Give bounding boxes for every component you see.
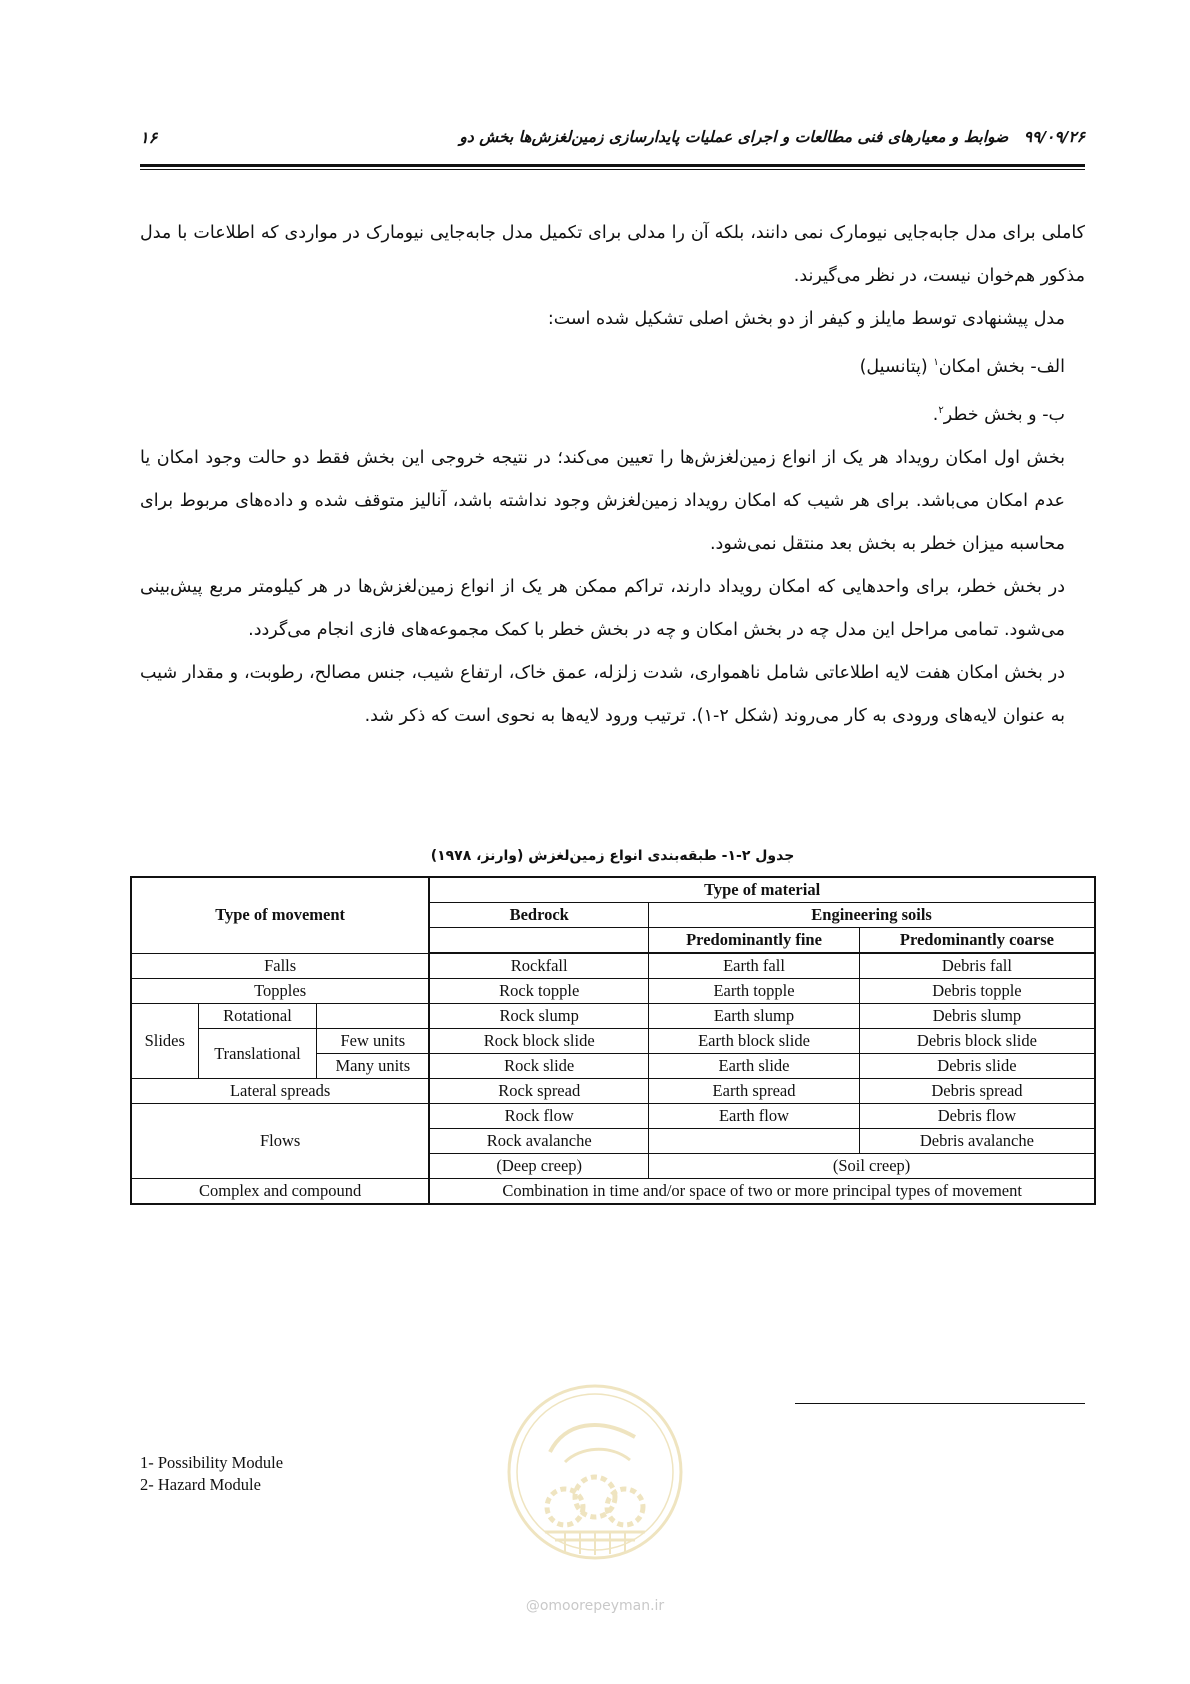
table-row — [131, 1179, 1095, 1205]
cell-fine: Earth flow — [649, 1104, 860, 1129]
paragraph-4 — [140, 389, 1085, 437]
cell-coarse: Debris slump — [859, 1004, 1095, 1029]
table-row — [131, 1004, 1095, 1029]
cell-rotational: Rotational — [198, 1004, 317, 1029]
cell-movement: Lateral spreads — [131, 1079, 429, 1104]
cell-translational: Translational — [198, 1029, 317, 1079]
footnote-2: 2- Hazard Module — [140, 1475, 261, 1494]
item-b-tail: . — [932, 404, 939, 425]
table-row — [131, 953, 1095, 979]
cell-soil-creep: (Soil creep) — [649, 1154, 1095, 1179]
cell-coarse: Debris spread — [859, 1079, 1095, 1104]
header-rule — [140, 164, 1085, 167]
cell-bedrock: Rock topple — [429, 979, 648, 1004]
cell-bedrock: Rock slump — [429, 1004, 648, 1029]
page-number: ۱۶ — [140, 128, 158, 147]
cell-bedrock: Rock block slide — [429, 1029, 648, 1054]
header-predominantly-coarse: Predominantly coarse — [859, 928, 1095, 954]
header-rule-thin — [140, 169, 1085, 170]
watermark-logo-icon — [505, 1382, 685, 1562]
header-type-of-material: Type of material — [429, 877, 1095, 903]
cell-many-units: Many units — [317, 1054, 429, 1079]
paragraph-3 — [140, 341, 1085, 389]
item-b-text: ب- و بخش خطر — [943, 404, 1065, 425]
watermark-url-text: omoorepeyman.ir — [539, 1598, 665, 1614]
table-caption: جدول ۲-۱- طبقه‌بندی انواع زمین‌لغزش (وارنز، ۱۹۷۸) — [430, 848, 795, 864]
footnote-rule — [795, 1403, 1085, 1404]
footnote-1: 1- Possibility Module — [140, 1453, 284, 1472]
watermark-url: @omoorepeyman.ir — [525, 1598, 665, 1614]
cell-movement: Complex and compound — [131, 1179, 429, 1205]
table-row — [131, 1079, 1095, 1104]
cell-bedrock: Rock slide — [429, 1054, 648, 1079]
cell-few-units: Few units — [317, 1029, 429, 1054]
footnote-ref-2: ۲ — [938, 404, 944, 416]
table-row — [131, 1029, 1095, 1054]
cell-fine: Earth spread — [649, 1079, 860, 1104]
cell-coarse: Debris slide — [859, 1054, 1095, 1079]
cell-fine: Earth slump — [649, 1004, 860, 1029]
cell-coarse: Debris fall — [859, 953, 1095, 979]
cell-coarse: Debris topple — [859, 979, 1095, 1004]
footnote-ref-1: ۱ — [933, 357, 939, 368]
cell-flows: Flows — [131, 1104, 429, 1179]
table-header-row — [131, 877, 1095, 903]
header-type-of-movement: Type of movement — [131, 877, 429, 953]
cell-bedrock: Rock avalanche — [429, 1129, 648, 1154]
header-engineering-soils: Engineering soils — [649, 903, 1095, 928]
cell-fine: Earth topple — [649, 979, 860, 1004]
footnotes — [140, 1452, 283, 1496]
cell-fine: Earth block slide — [649, 1029, 860, 1054]
cell-coarse: Debris flow — [859, 1104, 1095, 1129]
item-a-text: الف- بخش امکان — [938, 356, 1065, 377]
cell-empty — [649, 1129, 860, 1154]
header-title-line — [459, 128, 1085, 146]
cell-combination: Combination in time and/or space of two or more principal types of movement — [429, 1179, 1095, 1205]
cell-fine: Earth fall — [649, 953, 860, 979]
cell-fine: Earth slide — [649, 1054, 860, 1079]
cell-movement: Falls — [131, 953, 429, 979]
cell-coarse: Debris block slide — [859, 1029, 1095, 1054]
table-row — [131, 979, 1095, 1004]
header-date: ۹۹/۰۹/۲۶ — [1023, 128, 1085, 146]
item-a-tail: (پتانسیل) — [859, 356, 934, 377]
cell-bedrock: (Deep creep) — [429, 1154, 648, 1179]
cell-bedrock: Rockfall — [429, 953, 648, 979]
paragraph-5: بخش اول امکان رویداد هر یک از انواع زمین‌لغزش‌ها را تعیین می‌کند؛ در نتیجه خروجی این بخش فقط دو حالت وجود امکان یا عدم امکان می‌باشد. برای هر شیب که امکان رویداد زمین‌لغزش وجود نداشته باشد، آنالیز متوقف شده و داده‌های مربوط برای محاسبه میزان خطر به بخش بعد منتقل نمی‌شود. — [140, 447, 1065, 554]
paragraph-6: در بخش خطر، برای واحدهایی که امکان رویداد دارند، تراکم ممکن هر یک از انواع زمین‌لغزش‌ها در هر کیلومتر مربع پیش‌بینی می‌شود. تمامی مراحل این مدل چه در بخش امکان و چه در بخش خطر با کمک مجموعه‌های فازی انجام می‌گردد. — [140, 576, 1065, 640]
header-title: ضوابط و معیارهای فنی مطالعات و اجرای عملیات پایدارسازی زمین‌لغزش‌ها بخش دو — [459, 128, 1009, 146]
cell-bedrock: Rock spread — [429, 1079, 648, 1104]
cell-movement: Topples — [131, 979, 429, 1004]
cell-slides: Slides — [131, 1004, 198, 1079]
paragraph-1: کاملی برای مدل جابه‌جایی نیومارک نمی دانند، بلکه آن را مدلی برای تکمیل مدل جابه‌جایی نیومارک در مواردی که اطلاعات با مدل مذکور هم‌خوان نیست، در نظر می‌گیرند. — [140, 223, 1085, 286]
cell-bedrock: Rock flow — [429, 1104, 648, 1129]
header-bedrock: Bedrock — [429, 903, 648, 928]
paragraph-7: در بخش امکان هفت لایه اطلاعاتی شامل ناهمواری، شدت زلزله، عمق خاک، ارتفاع شیب، جنس مصالح، رطوبت، و مقدار شیب به عنوان لایه‌های ورودی به کار می‌روند (شکل ۲-۱). ترتیب ورود لایه‌ها به نحوی است که ذکر شد. — [140, 662, 1065, 726]
table-row — [131, 1104, 1095, 1129]
landslide-classification-table — [130, 876, 1096, 1205]
cell-empty — [317, 1004, 429, 1029]
header-predominantly-fine: Predominantly fine — [649, 928, 860, 954]
cell-coarse: Debris avalanche — [859, 1129, 1095, 1154]
paragraph-2: مدل پیشنهادی توسط مایلز و کیفر از دو بخش اصلی تشکیل شده است: — [547, 309, 1065, 329]
header-empty — [429, 928, 648, 954]
page-header — [140, 128, 1085, 156]
body-text — [140, 212, 1085, 738]
